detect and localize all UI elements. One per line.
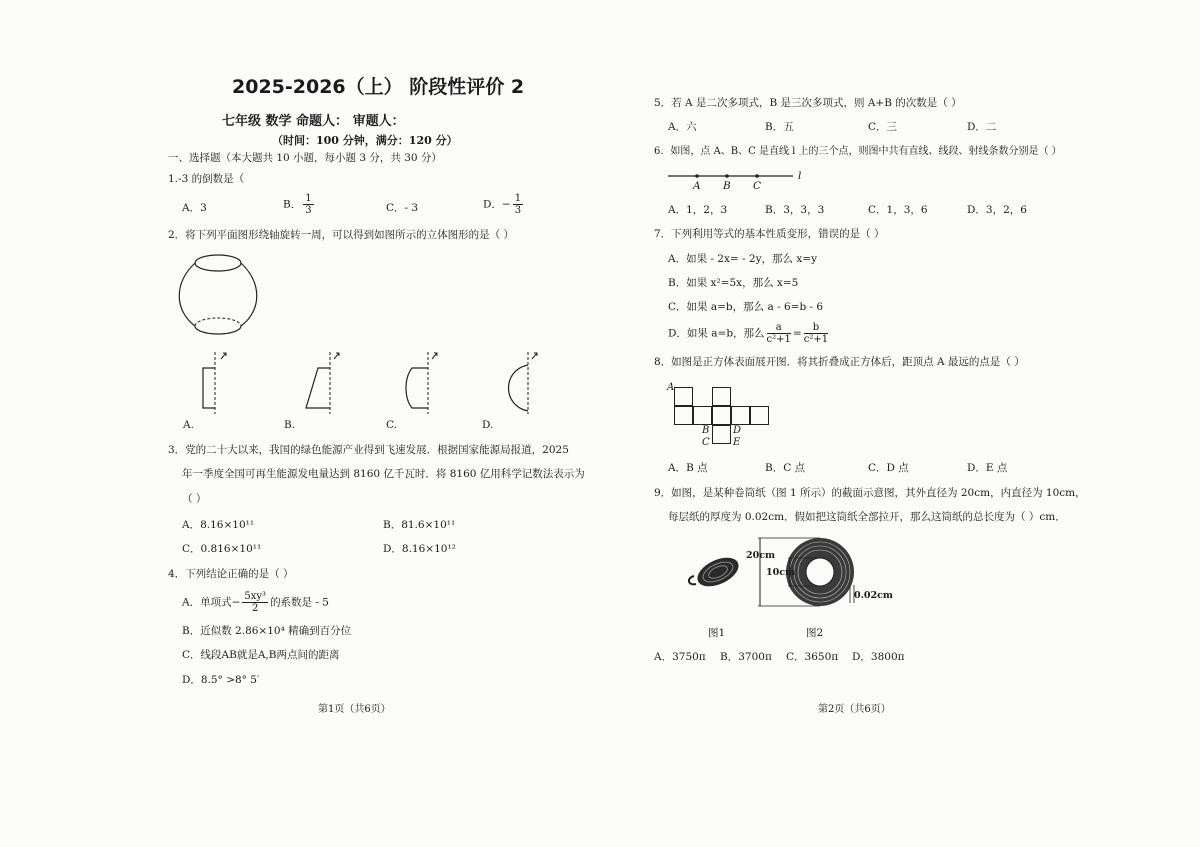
section-heading: 一、选择题（本大题共 10 小题，每小题 3 分，共 30 分） <box>168 152 442 164</box>
q6-label-b: B <box>723 180 731 192</box>
question-9-stem-line1: 9．如图，是某种卷筒纸（图 1 所示）的截面示意图，其外直径为 20cm，内直径为 10cm， <box>654 487 1086 499</box>
q5-option-b: B．五 <box>765 121 794 133</box>
q8-label-c: C <box>702 437 710 448</box>
q1-option-a: A．3 <box>182 202 207 214</box>
q2-option-a: A. <box>183 419 194 431</box>
q6-label-l: l <box>798 170 802 182</box>
q6-line-figure <box>668 168 808 192</box>
q2-option-b-figure <box>300 350 340 415</box>
question-2-stem: 2．将下列平面图形绕轴旋转一周，可以得到如图所示的立体图形的是（ ） <box>168 229 515 241</box>
q9-option-c: C．3650π <box>786 651 839 663</box>
q8-option-d: D．E 点 <box>967 462 1008 474</box>
q6-option-c: C．1，3，6 <box>868 204 928 216</box>
q9-label-outer: 20cm <box>746 550 776 561</box>
q9-option-d: D．3800π <box>852 651 905 663</box>
q3-option-b: B．81.6×10¹¹ <box>383 519 456 531</box>
q5-option-c: C．三 <box>868 121 898 133</box>
q8-label-b: B <box>702 425 710 436</box>
q5-option-d: D．二 <box>967 121 997 133</box>
q6-label-c: C <box>753 180 762 192</box>
q2-option-c: C. <box>386 419 397 431</box>
q7-option-b: B．如果 x²=5x，那么 x=5 <box>668 277 799 289</box>
q8-label-d: D <box>733 425 742 436</box>
q9-caption-fig2: 图2 <box>806 627 824 639</box>
q4-option-b: B．近似数 2.86×10⁴ 精确到百分位 <box>182 625 352 637</box>
q3-option-d: D．8.16×10¹² <box>383 543 456 555</box>
question-3-stem-line2: 年一季度全国可再生能源发电量达到 8160 亿千瓦时．将 8160 亿用科学记数法表示为 <box>182 468 585 480</box>
q9-option-a: A．3750π <box>654 651 706 663</box>
q7-option-a: A．如果 - 2x= - 2y，那么 x=y <box>668 253 818 265</box>
question-1-stem: 1.-3 的倒数是（ <box>168 173 245 185</box>
question-7-stem: 7．下列利用等式的基本性质变形，错误的是（ ） <box>654 228 885 240</box>
page2-footer: 第2页（共6页） <box>818 704 891 715</box>
q1-option-c: C．- 3 <box>386 202 419 214</box>
q6-option-d: D．3，2，6 <box>967 204 1027 216</box>
question-5-stem: 5．若 A 是二次多项式，B 是三次多项式，则 A+B 的次数是（ ） <box>654 97 962 109</box>
subtitle: 七年级 数学 命题人： 审题人： <box>222 114 405 129</box>
q3-option-a: A．8.16×10¹¹ <box>182 519 255 531</box>
q7-option-c: C．如果 a=b，那么 a - 6=b - 6 <box>668 301 824 313</box>
q4-option-a: A．单项式− $\frac{\text{5xy³}}{2}$ 的系数是 - 5 <box>182 591 329 614</box>
question-3-stem-line1: 3．党的二十大以来，我国的绿色能源产业得到飞速发展．根据国家能源局报道，2025 <box>168 444 569 456</box>
q8-label-a: A <box>667 382 675 393</box>
q4-option-d: D．8.5° >8° 5′ <box>182 674 260 686</box>
question-3-stem-line3: （ ） <box>182 493 207 505</box>
page-title: 2025-2026（上） 阶段性评价 2 <box>232 76 525 98</box>
q8-option-a: A．B 点 <box>668 462 708 474</box>
q2-option-c-figure <box>398 350 438 415</box>
q8-option-b: B．C 点 <box>765 462 806 474</box>
q6-label-a: A <box>693 180 701 192</box>
q2-solid-figure <box>180 248 260 343</box>
q4-option-c: C．线段AB就是A,B两点间的距离 <box>182 649 340 661</box>
q6-option-a: A．1，2，3 <box>668 204 728 216</box>
q2-option-a-figure <box>195 350 235 415</box>
question-9-stem-line2: 每层纸的厚度为 0.02cm．假如把这筒纸全部拉开，那么这筒纸的总长度为（ ）cm． <box>668 511 1066 523</box>
q1-option-d: D．− $\frac{1}{3}$ <box>483 193 522 216</box>
q2-option-b: B. <box>284 419 296 431</box>
q6-option-b: B．3，3，3 <box>765 204 825 216</box>
q9-label-thickness: 0.02cm <box>854 590 893 601</box>
q7-option-d: D．如果 a=b，那么 $\frac{a}{\text{c²+1}}$ = $\frac{b}{\text{c²+1}}$ <box>668 322 829 345</box>
q8-option-c: C．D 点 <box>868 462 909 474</box>
question-4-stem: 4．下列结论正确的是（ ） <box>168 568 294 580</box>
q9-figure-1-roll <box>684 556 744 596</box>
q3-option-c: C．0.816×10¹¹ <box>182 543 262 555</box>
q9-caption-fig1: 图1 <box>708 627 726 639</box>
time-info: （时间：100 分钟，满分：120 分） <box>272 134 458 147</box>
q2-option-d-figure <box>500 350 540 415</box>
q2-option-d: D. <box>482 419 494 431</box>
q1-option-b: B． $\frac{1}{3}$ <box>283 193 312 216</box>
q9-label-inner: 10cm <box>766 567 796 578</box>
page1-footer: 第1页（共6页） <box>318 704 391 715</box>
q9-option-b: B．3700π <box>720 651 772 663</box>
question-8-stem: 8．如图是正方体表面展开图．将其折叠成正方体后，距顶点 A 最远的点是（ ） <box>654 356 1025 368</box>
q5-option-a: A．六 <box>668 121 697 133</box>
question-6-stem: 6．如图，点 A、B、C 是直线 l 上的三个点，则图中共有直线、线段、射线条数分别是（ ） <box>654 146 1062 157</box>
q8-label-e: E <box>733 437 741 448</box>
